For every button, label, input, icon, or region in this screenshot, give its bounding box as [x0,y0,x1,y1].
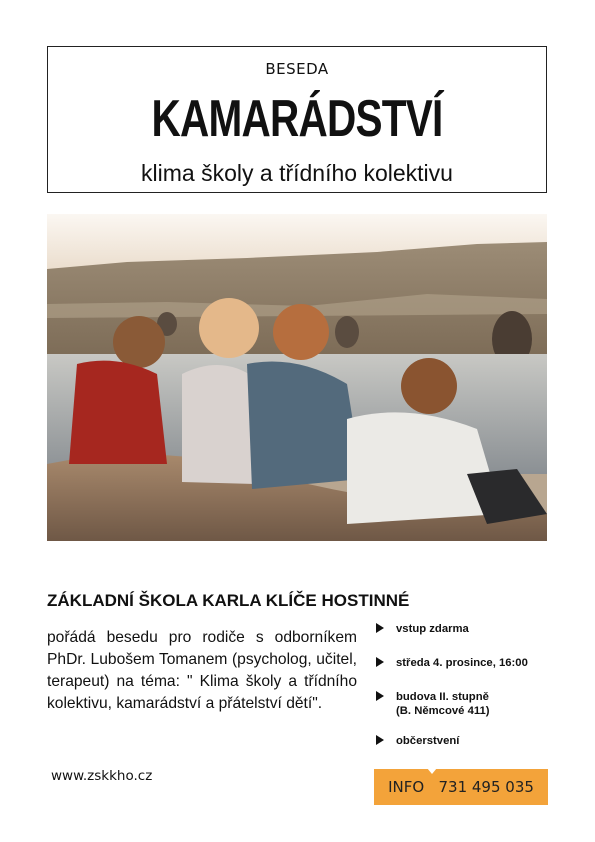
info-item-venue: budova II. stupně (B. Němcové 411) [376,690,556,718]
info-item-entry: vstup zdarma [376,622,556,636]
event-description: pořádá besedu pro rodiče s odborníkem PhDr. Lubošem Tomanem (psycholog, učitel, terapeut) na téma: " Klima školy a třídního kolektivu, kamarádství a přátelství dětí". [47,629,357,712]
phone-number[interactable]: 731 495 035 [438,778,534,796]
triangle-bullet-icon [376,691,384,701]
header-box [47,46,547,193]
event-subtitle: klima školy a třídního kolektivu [141,160,453,186]
event-kicker: BESEDA [265,60,329,78]
notch-decoration [427,768,437,774]
website-link[interactable]: www.zskkho.cz [51,768,153,784]
triangle-bullet-icon [376,657,384,667]
info-label: INFO [388,778,425,796]
event-title: KAMARÁDSTVÍ [151,90,443,148]
triangle-bullet-icon [376,623,384,633]
event-info-list [376,622,556,748]
children-by-sea-photo [47,214,547,541]
triangle-bullet-icon [376,735,384,745]
info-item-date: středa 4. prosince, 16:00 [376,656,556,670]
info-item-refreshments: občerstvení [376,734,556,748]
info-contact-box [374,769,548,805]
school-name: ZÁKLADNÍ ŠKOLA KARLA KLÍČE HOSTINNÉ [47,591,410,610]
